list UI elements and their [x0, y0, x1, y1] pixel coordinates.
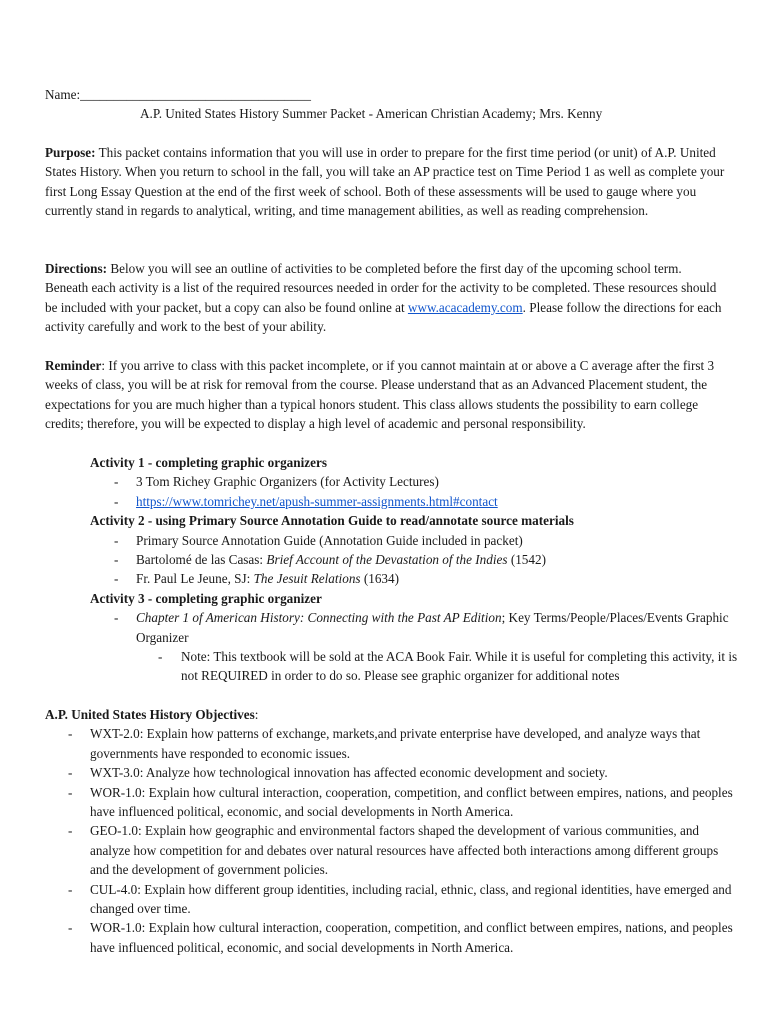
list-item: [90, 569, 740, 588]
activity-2-heading: Activity 2 - using Primary Source Annotation Guide to read/annotate source materials: [90, 513, 574, 529]
dash-bullet: -: [158, 649, 163, 665]
objective-text: WOR-1.0: Explain how cultural interaction, cooperation, competition, and conflict between empires, nations, and peoples have influenced political, economic, and social developments in North America.: [90, 784, 733, 820]
objective-item: [45, 918, 735, 957]
objectives-heading: A.P. United States History Objectives: [45, 707, 255, 722]
reminder-text: : If you arrive to class with this packet incomplete, or if you cannot maintain at or above a C average after the first 3 weeks of class, you will be at risk for removal from the course. Please understand that as an Advanced Placement student, the expectations for you are much higher than a typical honors student. This class allows students the possibility to earn college credits; therefore, you will be expected to display a high level of academic and personal responsibility.: [45, 358, 715, 432]
activity-2-item-2-suffix: (1542): [507, 552, 546, 568]
dash-bullet: -: [114, 571, 119, 587]
list-item: [90, 647, 740, 686]
activity-2-item-2-title: Brief Account of the Devastation of the Indies: [266, 552, 508, 568]
activities-list: [90, 453, 740, 686]
activity-3-heading: Activity 3 - completing graphic organizer: [90, 590, 322, 606]
activity-2-item-2-prefix: Bartolomé de las Casas:: [136, 552, 267, 568]
objective-text: WOR-1.0: Explain how cultural interaction, cooperation, competition, and conflict between empires, nations, and peoples have influenced political, economic, and social developments in North America.: [90, 920, 733, 955]
objective-text: CUL-4.0: Explain how different group identities, including racial, ethnic, class, and regional identities, have emerged and changed over time.: [90, 881, 732, 917]
dash-bullet: -: [68, 765, 73, 781]
objectives-section: [45, 705, 735, 957]
list-item: [90, 531, 740, 550]
dash-bullet: -: [68, 726, 73, 742]
activity-3-note: Note: This textbook will be sold at the ACA Book Fair. While it is useful for completing this activity, it is not REQUIRED in order to do so. Please see graphic organizer for additional notes: [181, 649, 738, 684]
list-item: [90, 472, 740, 491]
objective-item: [45, 821, 735, 879]
directions-paragraph: [45, 259, 725, 337]
activity-1-item-text: 3 Tom Richey Graphic Organizers (for Activity Lectures): [136, 474, 439, 490]
dash-bullet: -: [114, 474, 119, 490]
dash-bullet: -: [68, 823, 73, 839]
objectives-heading-line: [45, 705, 735, 724]
dash-bullet: -: [114, 493, 119, 509]
purpose-label: Purpose:: [45, 145, 96, 160]
reminder-paragraph: [45, 356, 725, 434]
objective-item: [45, 724, 735, 763]
objective-text: GEO-1.0: Explain how geographic and environmental factors shaped the development of various communities, and analyze how competition for and debates over natural resources have affected both interactions among different groups and the development of government policies.: [90, 823, 719, 878]
tomrichey-link[interactable]: https://www.tomrichey.net/apush-summer-assignments.html#contact: [136, 493, 498, 509]
name-field-line: Name:___________________________________: [45, 87, 311, 102]
list-item: [90, 492, 740, 511]
directions-text-after: . Please follow the directions for each activity carefully and work to the best of your ability.: [45, 299, 722, 335]
list-item: [90, 608, 740, 647]
activity-2-item-3-prefix: Fr. Paul Le Jeune, SJ:: [136, 571, 254, 587]
activity-3-item-suffix: ; Key Terms/People/Places/Events Graphic Organizer: [136, 610, 729, 645]
dash-bullet: -: [114, 610, 119, 626]
dash-bullet: -: [68, 881, 73, 897]
activity-2-item-3-title: The Jesuit Relations: [253, 571, 361, 587]
reminder-label: Reminder: [45, 358, 102, 373]
purpose-paragraph: [45, 143, 725, 221]
dash-bullet: -: [68, 920, 73, 936]
dash-bullet: -: [68, 784, 73, 800]
directions-text-before: Below you will see an outline of activities to be completed before the first day of the upcoming school term. Beneath each activity is a list of the required resources needed in order for the activity to be completed. These resources should be included with your packet, but a copy can also be found online at: [45, 261, 717, 315]
objectives-heading-colon: :: [254, 707, 259, 722]
objective-item: [45, 783, 735, 822]
activity-3-item-title: Chapter 1 of American History: Connecting with the Past AP Edition: [136, 610, 502, 626]
objective-item: [45, 880, 735, 919]
list-item: [90, 550, 740, 569]
directions-label: Directions:: [45, 261, 108, 276]
acacademy-link[interactable]: www.acacademy.com: [407, 299, 523, 315]
activity-1-heading: Activity 1 - completing graphic organizers: [90, 455, 327, 470]
document-title: A.P. United States History Summer Packet - American Christian Academy; Mrs. Kenny: [140, 106, 603, 121]
activity-2-item-3-suffix: (1634): [360, 571, 400, 587]
objective-text: WXT-3.0: Analyze how technological innovation has affected economic development and society.: [90, 765, 608, 781]
dash-bullet: -: [114, 552, 119, 568]
activity-2-item-1: Primary Source Annotation Guide (Annotation Guide included in packet): [136, 532, 523, 548]
objective-text: WXT-2.0: Explain how patterns of exchange, markets,and private enterprise have developed, and analyze ways that governments have responded to economic issues.: [90, 726, 701, 761]
dash-bullet: -: [114, 532, 119, 548]
purpose-text: This packet contains information that you will use in order to prepare for the first time period (or unit) of A.P. United States History. When you return to school in the fall, you will take an AP practice test on Time Period 1 as well as complete your first Long Essay Question at the end of the first week of school. Both of these assessments will be used to gauge where you currently stand in regards to analytical, writing, and time management abilities, as well as reading comprehension.: [45, 145, 725, 219]
objective-item: [45, 763, 735, 782]
